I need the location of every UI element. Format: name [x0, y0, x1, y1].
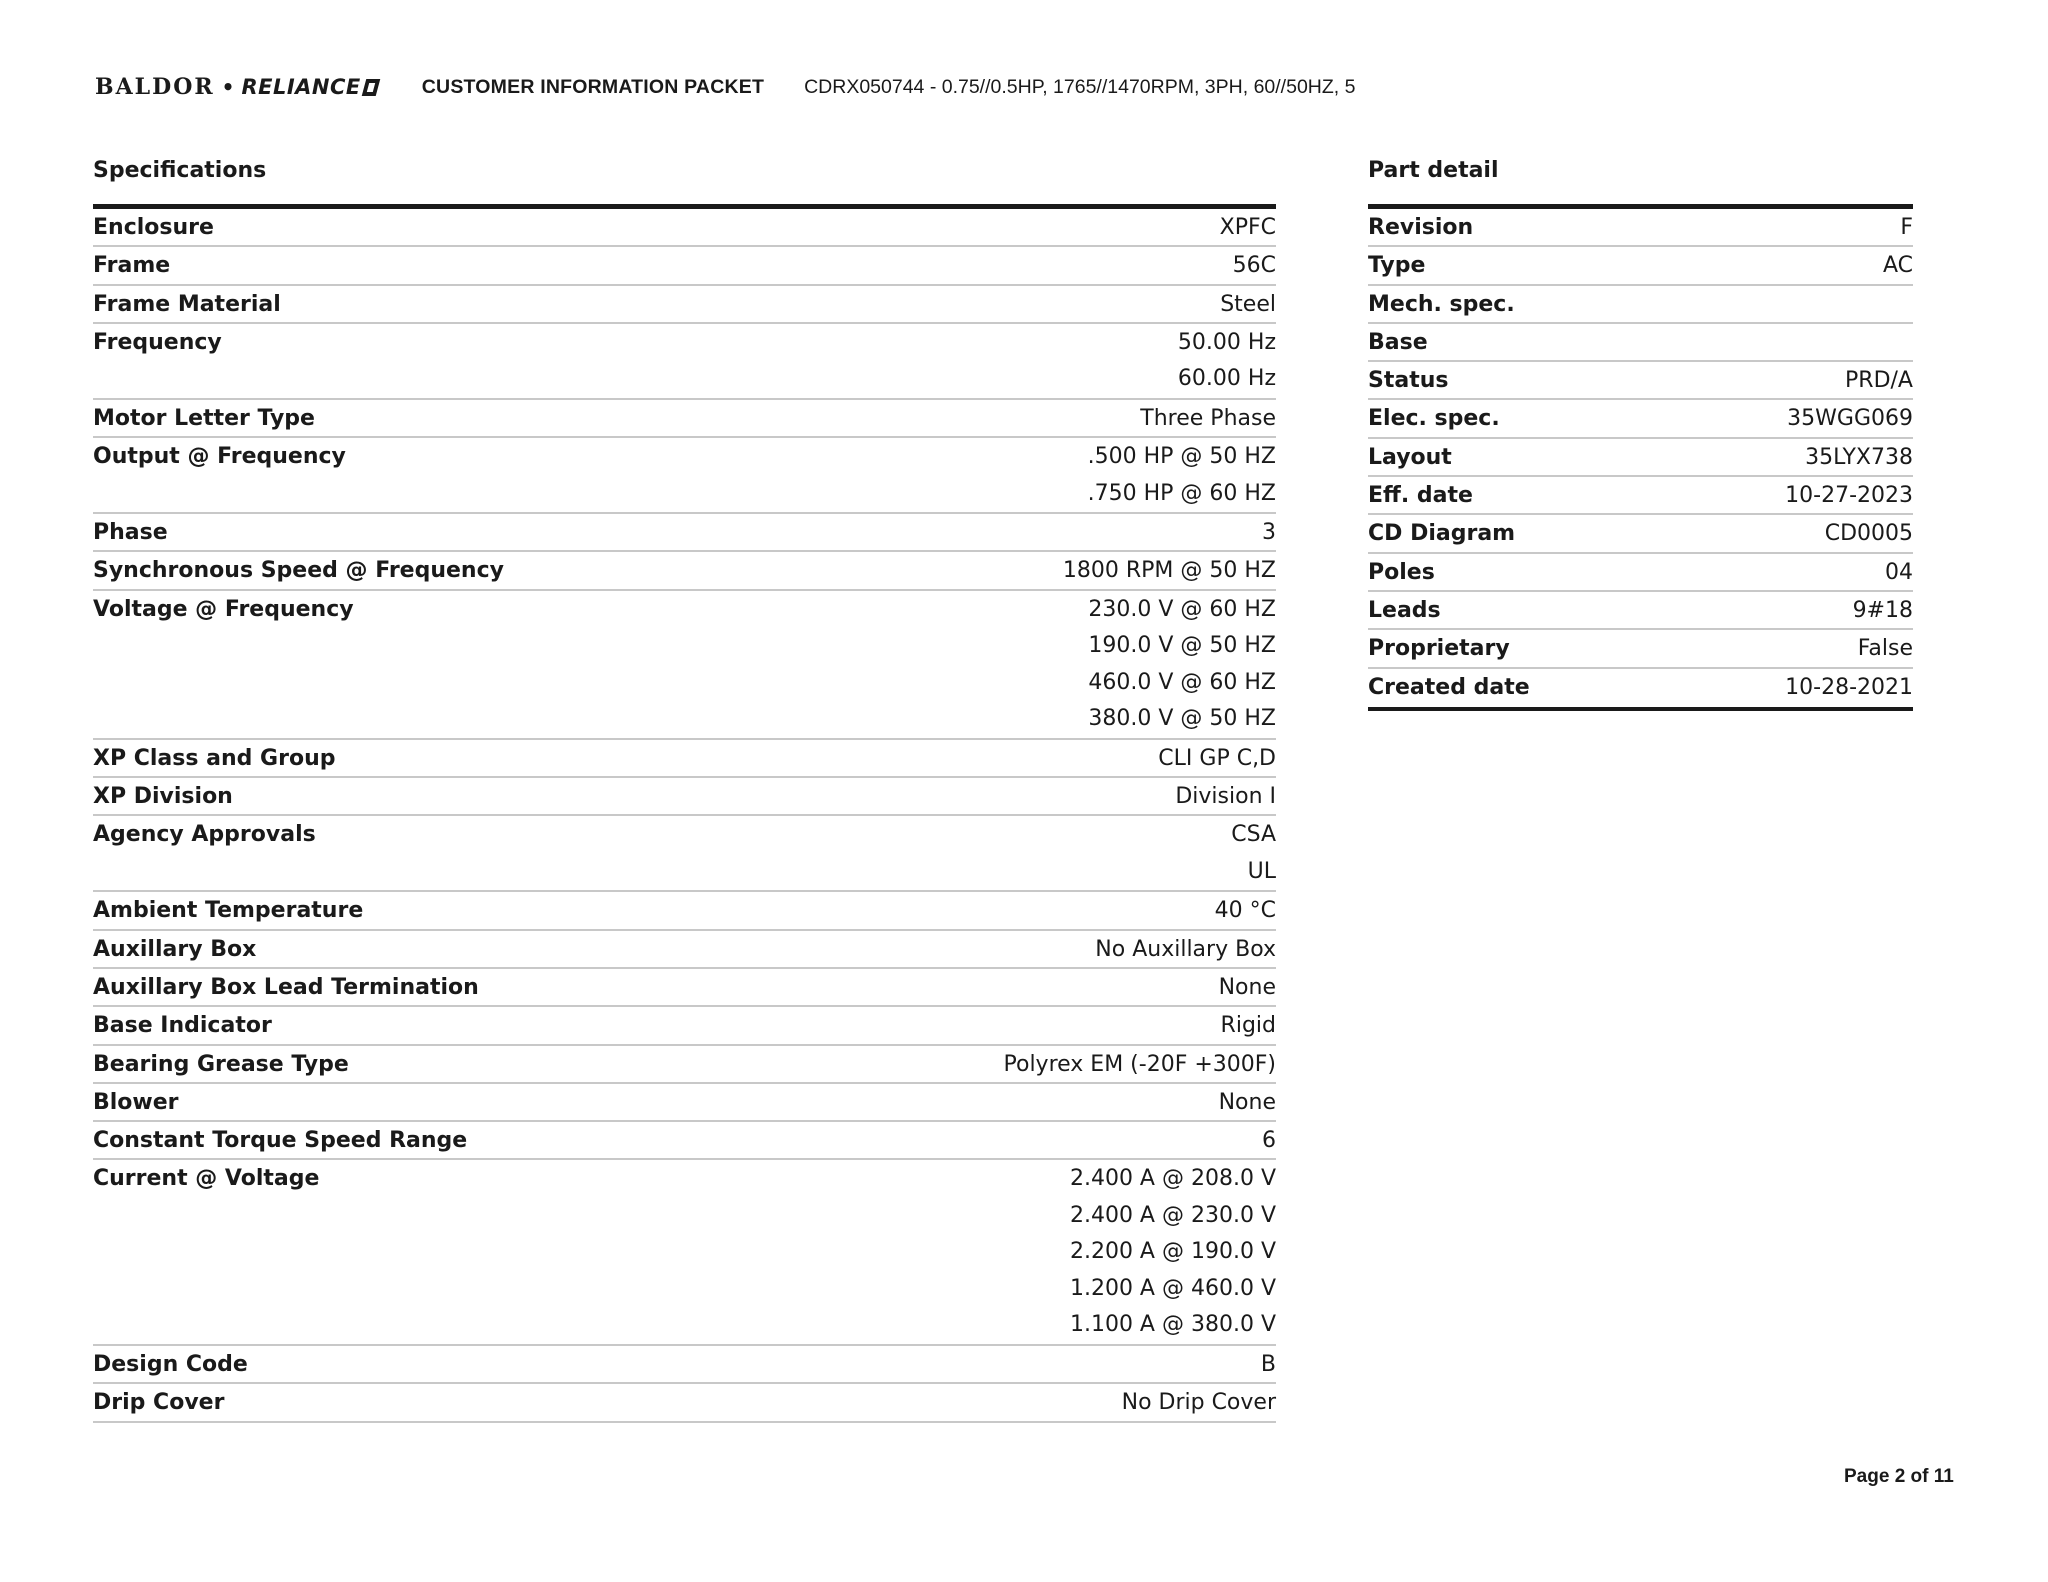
row-value: 190.0 V @ 50 HZ: [1088, 633, 1276, 659]
row-values: [1140, 404, 1276, 434]
row-label: XP Division: [93, 784, 233, 810]
row-value: 50.00 Hz: [1177, 329, 1276, 355]
row-value: 40 °C: [1214, 898, 1276, 924]
row-value: 35WGG069: [1787, 406, 1913, 432]
row-value: Rigid: [1220, 1013, 1276, 1039]
row-label: Drip Cover: [93, 1390, 225, 1416]
logo-dot: •: [221, 75, 235, 99]
row-label: Base Indicator: [93, 1013, 272, 1039]
row-values: [1004, 1050, 1277, 1080]
row-values: [1261, 1350, 1276, 1380]
row-value: F: [1900, 215, 1913, 240]
row-values: [1215, 896, 1276, 926]
table-row: [1368, 515, 1913, 553]
row-values: [1178, 325, 1276, 398]
row-value: AC: [1882, 253, 1913, 279]
table-row: [93, 552, 1276, 590]
row-value: 10-28-2021: [1785, 674, 1913, 700]
row-label: Phase: [93, 520, 168, 546]
row-value: 2.200 A @ 190.0 V: [1069, 1239, 1276, 1265]
row-label: Constant Torque Speed Range: [93, 1128, 468, 1154]
table-row: [93, 591, 1276, 740]
row-label: Voltage @ Frequency: [93, 596, 354, 622]
row-value: 230.0 V @ 60 HZ: [1088, 596, 1276, 622]
row-values: [1088, 592, 1276, 738]
row-values: [1785, 481, 1913, 511]
row-label: Blower: [93, 1089, 179, 1115]
row-values: [1262, 518, 1276, 548]
row-label: Base: [1368, 329, 1428, 355]
table-row: [93, 1122, 1276, 1160]
row-values: [1220, 290, 1276, 320]
table-row: [1368, 477, 1913, 515]
row-label: Synchronous Speed @ Frequency: [93, 558, 504, 584]
row-label: Layout: [1368, 444, 1452, 470]
product-description: CDRX050744 - 0.75//0.5HP, 1765//1470RPM, 3PH, 60//50HZ, 5: [804, 75, 1356, 98]
row-values: [1900, 213, 1913, 243]
row-values: [1221, 1011, 1276, 1041]
packet-title: CUSTOMER INFORMATION PACKET: [421, 75, 765, 98]
row-value: Polyrex EM (-20F +300F): [1003, 1051, 1276, 1077]
row-label: Leads: [1368, 597, 1441, 623]
row-values: [1219, 973, 1276, 1003]
row-label: Auxillary Box Lead Termination: [93, 974, 479, 1000]
table-row: [1368, 286, 1913, 324]
row-values: [1063, 556, 1276, 586]
row-values: [1158, 744, 1276, 774]
row-values: [1885, 558, 1913, 588]
table-row: [93, 892, 1276, 930]
row-label: Frame Material: [93, 291, 281, 317]
row-value: Steel: [1220, 291, 1276, 317]
row-values: [1853, 596, 1913, 626]
row-value: CD0005: [1824, 521, 1913, 547]
row-value: XPFC: [1219, 215, 1276, 240]
row-label: Auxillary Box: [93, 936, 257, 962]
table-row: [93, 1046, 1276, 1084]
row-value: PRD/A: [1845, 368, 1913, 394]
row-value: 35LYX738: [1805, 444, 1913, 470]
row-label: Type: [1368, 253, 1426, 279]
row-value: B: [1260, 1351, 1276, 1377]
page-header: [95, 72, 1355, 102]
row-value: 1.100 A @ 380.0 V: [1069, 1312, 1276, 1338]
specifications-table: [93, 204, 1276, 1423]
row-values: [1805, 443, 1913, 473]
row-value: CLI GP C,D: [1158, 745, 1276, 771]
row-label: Agency Approvals: [93, 822, 316, 848]
page-number: Page 2 of 11: [1844, 1466, 1954, 1487]
table-row: [93, 209, 1276, 247]
row-value: False: [1857, 636, 1913, 662]
table-row: [93, 816, 1276, 892]
row-label: Output @ Frequency: [93, 444, 346, 470]
row-value: 9#18: [1852, 597, 1913, 623]
row-label: Created date: [1368, 674, 1530, 700]
row-value: 60.00 Hz: [1177, 366, 1276, 392]
row-label: Eff. date: [1368, 483, 1473, 509]
row-values: [1088, 439, 1276, 512]
row-label: Elec. spec.: [1368, 406, 1500, 432]
part-detail-table: [1368, 204, 1913, 711]
row-value: 2.400 A @ 208.0 V: [1069, 1166, 1276, 1192]
row-values: [1883, 251, 1913, 281]
row-label: CD Diagram: [1368, 521, 1516, 547]
row-label: Enclosure: [93, 215, 214, 240]
row-value: .750 HP @ 60 HZ: [1087, 480, 1276, 506]
table-row: [93, 286, 1276, 324]
row-label: Revision: [1368, 215, 1474, 240]
row-label: Motor Letter Type: [93, 405, 315, 431]
row-label: Status: [1368, 368, 1449, 394]
row-label: Design Code: [93, 1351, 248, 1377]
row-value: 10-27-2023: [1785, 483, 1913, 509]
table-row: [93, 931, 1276, 969]
row-label: Frequency: [93, 329, 222, 355]
row-label: Bearing Grease Type: [93, 1051, 349, 1077]
part-detail-heading: Part detail: [1368, 158, 1499, 183]
table-row: [93, 969, 1276, 1007]
row-label: XP Class and Group: [93, 745, 336, 771]
table-row: [93, 1346, 1276, 1384]
row-value: Division I: [1175, 784, 1276, 810]
row-values: [1095, 935, 1276, 965]
table-row: [1368, 400, 1913, 438]
row-value: Three Phase: [1140, 405, 1276, 431]
row-value: UL: [1247, 858, 1276, 884]
table-row: [93, 247, 1276, 285]
specifications-heading: Specifications: [93, 158, 267, 183]
table-row: [1368, 209, 1913, 247]
row-label: Mech. spec.: [1368, 291, 1515, 317]
table-row: [93, 438, 1276, 514]
table-row: [93, 400, 1276, 438]
row-value: CSA: [1231, 822, 1276, 848]
logo-baldor-text: BALDOR: [95, 74, 215, 100]
baldor-reliance-logo: [95, 74, 378, 100]
row-value: 6: [1262, 1128, 1276, 1154]
row-value: No Auxillary Box: [1095, 936, 1276, 962]
table-row: [93, 1007, 1276, 1045]
row-value: No Drip Cover: [1121, 1390, 1276, 1416]
table-row: [93, 1384, 1276, 1422]
row-label: Current @ Voltage: [93, 1166, 320, 1192]
row-value: 1.200 A @ 460.0 V: [1069, 1275, 1276, 1301]
table-row: [1368, 630, 1913, 668]
table-row: [93, 740, 1276, 778]
row-values: [1858, 634, 1913, 664]
row-value: .500 HP @ 50 HZ: [1087, 444, 1276, 470]
table-row: [1368, 362, 1913, 400]
row-value: None: [1218, 1089, 1276, 1115]
logo-reliance-text: RELIANCE: [241, 75, 361, 99]
table-row: [93, 778, 1276, 816]
table-row: [1368, 439, 1913, 477]
row-values: [1220, 213, 1276, 243]
row-value: 3: [1262, 520, 1276, 546]
row-values: [1262, 1126, 1276, 1156]
row-value: None: [1218, 974, 1276, 1000]
row-values: [1233, 251, 1276, 281]
row-values: [1231, 817, 1276, 890]
table-row: [93, 1084, 1276, 1122]
reliance-mark-icon: [361, 79, 380, 96]
row-label: Frame: [93, 253, 171, 279]
row-values: [1785, 673, 1913, 703]
row-values: [1122, 1388, 1276, 1418]
table-row: [1368, 324, 1913, 362]
table-row: [1368, 247, 1913, 285]
row-values: [1070, 1161, 1276, 1344]
row-value: 2.400 A @ 230.0 V: [1069, 1202, 1276, 1228]
row-values: [1845, 366, 1913, 396]
table-row: [1368, 669, 1913, 707]
row-label: Proprietary: [1368, 636, 1510, 662]
row-values: [1787, 404, 1913, 434]
row-values: [1219, 1088, 1276, 1118]
table-row: [1368, 592, 1913, 630]
row-value: 1800 RPM @ 50 HZ: [1062, 558, 1276, 584]
row-values: [1825, 519, 1913, 549]
row-value: 460.0 V @ 60 HZ: [1088, 669, 1276, 695]
row-label: Poles: [1368, 559, 1435, 585]
row-values: [1175, 782, 1276, 812]
row-value: 04: [1885, 559, 1913, 585]
table-row: [93, 1160, 1276, 1346]
table-row: [93, 324, 1276, 400]
table-row: [1368, 554, 1913, 592]
table-row: [93, 514, 1276, 552]
row-label: Ambient Temperature: [93, 898, 364, 924]
row-value: 380.0 V @ 50 HZ: [1088, 706, 1276, 732]
row-value: 56C: [1232, 253, 1276, 279]
